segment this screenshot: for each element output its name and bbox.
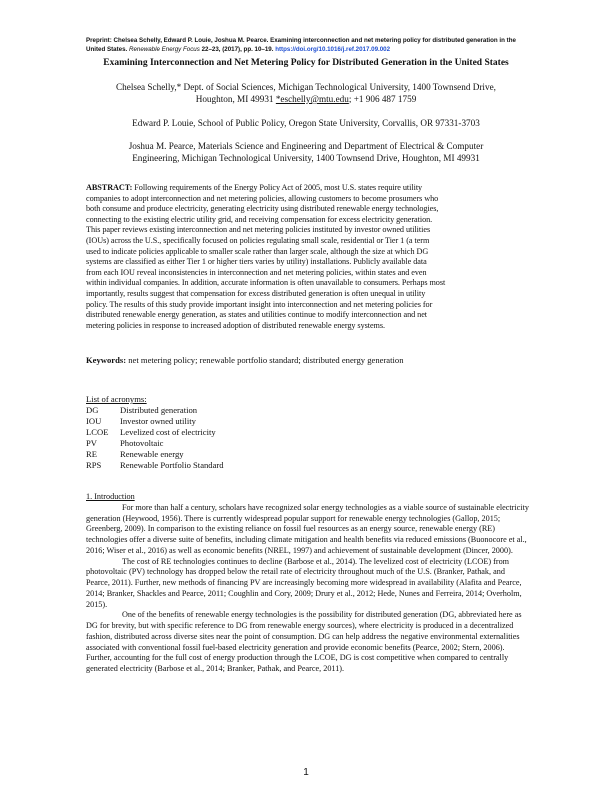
preprint-label: Preprint: bbox=[86, 37, 112, 44]
acronym-full: Levelized cost of electricity bbox=[120, 427, 216, 437]
affiliation-line: Joshua M. Pearce, Materials Science and Engineering and Department of Electrical & Computer bbox=[128, 141, 484, 151]
doi-link[interactable]: https://doi.org/10.1016/j.ref.2017.09.002 bbox=[275, 46, 391, 54]
acronym-abbr: DG bbox=[86, 405, 99, 415]
acronym-row bbox=[86, 460, 386, 471]
acronym-abbr: PV bbox=[86, 438, 97, 448]
affiliation-line bbox=[70, 93, 542, 105]
acronym-row bbox=[86, 416, 386, 427]
acronym-row bbox=[86, 449, 386, 460]
abstract-heading: ABSTRACT: bbox=[86, 183, 133, 192]
author-email-link[interactable]: *eschelly@mtu.edu bbox=[275, 94, 349, 104]
body-paragraph: The cost of RE technologies continues to decline (Barbose et al., 2014). The levelized cost of electricity (LCOE) from photovoltaic (PV) technology has dropped below the retail rate of electricity throughout much of the U.S. (Branker, Pathak, and Pearce, 2011). Further, new methods of financing PV are increasingly becoming more widespread in availability (Alafita and Pearce, 2014; Branker, Shackles and Pearce, 2011; Coughlin and Cory, 2009; Drury et al., 2012; Hede, Nunes and Ferreira, 2014; Overholm, 2015). bbox=[86, 556, 522, 609]
body-paragraph: For more than half a century, scholars have recognized solar energy technologies as a viable source of sustainable electricity generation (Heywood, 1956). There is currently widespread popular support for renewable energy technologies (Gallop, 2015; Greenberg, 2009). In comparison to the existing reliance on fossil fuel resources as an energy source, renewable energy (RE) technologies offer a diverse suite of benefits, including climate mitigation and health benefits via reduced emissions (Buonocore et al., 2016; Wiser et al., 2016) as well as economic benefits (NREL, 1997) and achievement of sustainable development (Dincer, 2000). bbox=[86, 502, 529, 555]
affiliation-line: Engineering, Michigan Technological University, 1400 Townsend Drive, Houghton, MI 49931 bbox=[132, 153, 480, 163]
abstract-line: distributed renewable energy generation, as states and utilities continue to modify interconnection and net bbox=[86, 310, 428, 320]
preprint-citation bbox=[86, 36, 526, 55]
author-affiliation-1 bbox=[70, 81, 542, 105]
acronym-full: Renewable energy bbox=[120, 449, 184, 459]
page-number: 1 bbox=[303, 767, 309, 778]
acronym-abbr: LCOE bbox=[86, 427, 109, 437]
section-heading: 1. Introduction bbox=[86, 492, 135, 501]
acronym-abbr: RPS bbox=[86, 460, 102, 470]
abstract-line: importantly, results suggest that compensation for excess distributed generation is often unequal in utility bbox=[86, 288, 426, 298]
keywords-heading: Keywords: bbox=[86, 355, 127, 365]
journal-name: Renewable Energy Focus bbox=[128, 46, 200, 54]
affiliation-address: Houghton, MI 49931 bbox=[195, 94, 274, 104]
abstract-line: used to indicate policies applicable to smaller scale rather than larger scale, although the size at which DG bbox=[86, 246, 429, 256]
acronym-abbr: RE bbox=[86, 449, 97, 459]
abstract-line: systems are classified as either Tier 1 or higher tiers varies by utility) installations. Publicly available data bbox=[86, 257, 427, 267]
citation-text: Chelsea Schelly, Edward P. Louie, Joshua M. Pearce. Examining interconnection and net metering policy for distributed generation in the United States. bbox=[86, 37, 516, 54]
abstract-line: policy. The results of this study provide important insight into interconnection and net metering policies for bbox=[86, 299, 433, 309]
abstract-line: within individual companies. In addition, accurate information is often unavailable to consumers. Perhaps most bbox=[86, 278, 446, 288]
acronym-full: Photovoltaic bbox=[120, 438, 164, 448]
abstract bbox=[86, 183, 529, 331]
introduction-section bbox=[86, 492, 529, 675]
citation-volume: 22–23, (2017), pp. 10–19. bbox=[201, 46, 274, 54]
affiliation-line: Edward P. Louie, School of Public Policy, Oregon State University, Corvallis, OR 97331-3703 bbox=[132, 118, 480, 128]
abstract-line: metering policies in response to increased adoption of distributed renewable energy systems. bbox=[86, 320, 386, 330]
author-affiliation-3 bbox=[70, 140, 542, 164]
keywords-text: net metering policy; renewable portfolio standard; distributed energy generation bbox=[126, 355, 404, 365]
acronym-full: Renewable Portfolio Standard bbox=[120, 460, 224, 470]
abstract-line: connecting to the existing electric utility grid, and receiving compensation for excess electricity generation. bbox=[86, 214, 433, 224]
affiliation-line: Chelsea Schelly,* Dept. of Social Sciences, Michigan Technological University, 1400 Townsend Drive, bbox=[116, 82, 496, 92]
abstract-line: (IOUs) across the U.S., specifically focused on policies regulating small scale, residential or Tier 1 (a term bbox=[86, 235, 430, 245]
abstract-line: This paper reviews existing interconnection and net metering policies instituted by investor owned utilities bbox=[86, 225, 431, 235]
body-paragraph: One of the benefits of renewable energy technologies is the possibility for distributed generation (DG, abbreviated here as DG for brevity, but with specific reference to DG from renewable energy sources), where electricity is produced in a decentralized fashion, distributed across diverse sites near the point of consumption. DG can help address the negative environmental externalities associated with conventional fossil fuel-based electricity generation and provide economic benefits (Pearce, 2002; Stern, 2006). Further, accounting for the full cost of energy production through the LCOE, DG is cost competitive when compared to centrally generated electricity (Barbose et al., 2014; Branker, Pathak, and Pearce, 2011). bbox=[86, 610, 522, 673]
acronym-abbr: IOU bbox=[86, 416, 102, 426]
keywords bbox=[86, 355, 529, 366]
affiliation-phone: ; +1 906 487 1759 bbox=[348, 94, 417, 104]
abstract-line: both consume and produce electricity, generating electricity using distributed renewable energy technologies, bbox=[86, 204, 439, 214]
acronym-row bbox=[86, 427, 386, 438]
acronym-full: Investor owned utility bbox=[120, 416, 196, 426]
acronym-full: Distributed generation bbox=[120, 405, 198, 415]
abstract-line: companies to adopt interconnection and net metering policies, allowing customers to become prosumers who bbox=[86, 193, 439, 203]
acronym-row bbox=[86, 438, 386, 449]
acronym-row bbox=[86, 405, 386, 416]
paper-title: Examining Interconnection and Net Metering Policy for Distributed Generation in the United States bbox=[103, 58, 509, 68]
abstract-line: ABSTRACT: Following requirements of the Energy Policy Act of 2005, most U.S. states require utility bbox=[86, 183, 423, 192]
author-affiliation-2 bbox=[70, 117, 542, 129]
acronym-list bbox=[86, 394, 386, 471]
abstract-line: from each IOU reveal inconsistencies in interconnection and net metering policies, within states and even bbox=[86, 267, 427, 277]
acronym-list-title: List of acronyms: bbox=[86, 394, 147, 404]
